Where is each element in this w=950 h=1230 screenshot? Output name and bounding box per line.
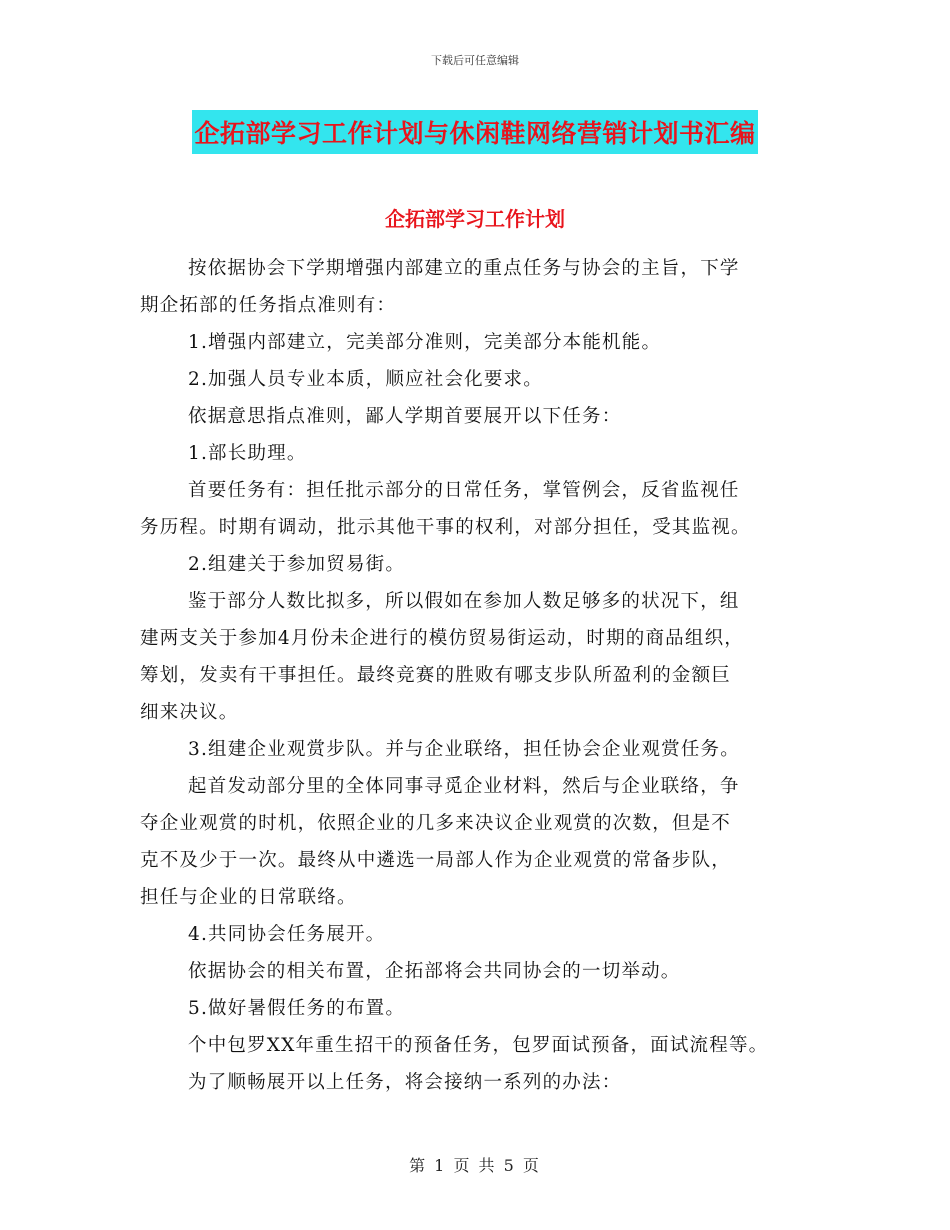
main-title-container [0,110,950,154]
text-line: 1.增强内部建立，完美部分准则，完美部分本能机能。 [188,332,662,353]
section-title: 企拓部学习工作计划 [385,207,565,231]
text-line: 鉴于部分人数比拟多，所以假如在参加人数足够多的状况下，组 [188,591,740,612]
text-line: 5.做好暑假任务的布置。 [188,998,406,1019]
text-line: 夺企业观赏的时机，依照企业的几多来决议企业观赏的次数，但是不 [140,813,732,834]
text-line: 务历程。时期有调动，批示其他干事的权利，对部分担任，受其监视。 [140,517,751,538]
document-title: 企拓部学习工作计划与休闲鞋网络营销计划书汇编 [192,110,757,154]
text-line: 首要任务有：担任批示部分的日常任务，掌管例会，反省监视任 [188,480,740,501]
text-line: 4.共同协会任务展开。 [188,924,386,945]
text-line: 期企拓部的任务指点准则有： [140,295,397,316]
text-line: 按依据协会下学期增强内部建立的重点任务与协会的主旨，下学 [188,258,740,279]
text-line: 细来决议。 [140,702,239,723]
text-line: 建两支关于参加4月份未企进行的模仿贸易街运动，时期的商品组织， [140,628,744,649]
document-body [140,250,830,1101]
text-line: 依据意思指点准则，鄙人学期首要展开以下任务： [188,406,622,427]
text-line: 起首发动部分里的全体同事寻觅企业材料，然后与企业联络，争 [188,776,740,797]
header-note: 下载后可任意编辑 [431,54,519,67]
text-line: 克不及少于一次。最终从中遴选一局部人作为企业观赏的常备步队， [140,850,732,871]
text-line: 依据协会的相关布置，企拓部将会共同协会的一切举动。 [188,961,681,982]
text-line: 1.部长助理。 [188,443,307,464]
text-line: 个中包罗XX年重生招干的预备任务，包罗面试预备，面试流程等。 [188,1035,769,1056]
text-line: 担任与企业的日常联络。 [140,887,357,908]
page-footer: 第 1 页 共 5 页 [409,1156,541,1175]
text-line: 为了顺畅展开以上任务，将会接纳一系列的办法： [188,1072,622,1093]
text-line: 2.加强人员专业本质，顺应社会化要求。 [188,369,543,390]
text-line: 3.组建企业观赏步队。并与企业联络，担任协会企业观赏任务。 [188,739,740,760]
text-line: 筹划，发卖有干事担任。最终竞赛的胜败有哪支步队所盈利的金额巨 [140,665,732,686]
text-line: 2.组建关于参加贸易街。 [188,554,406,575]
